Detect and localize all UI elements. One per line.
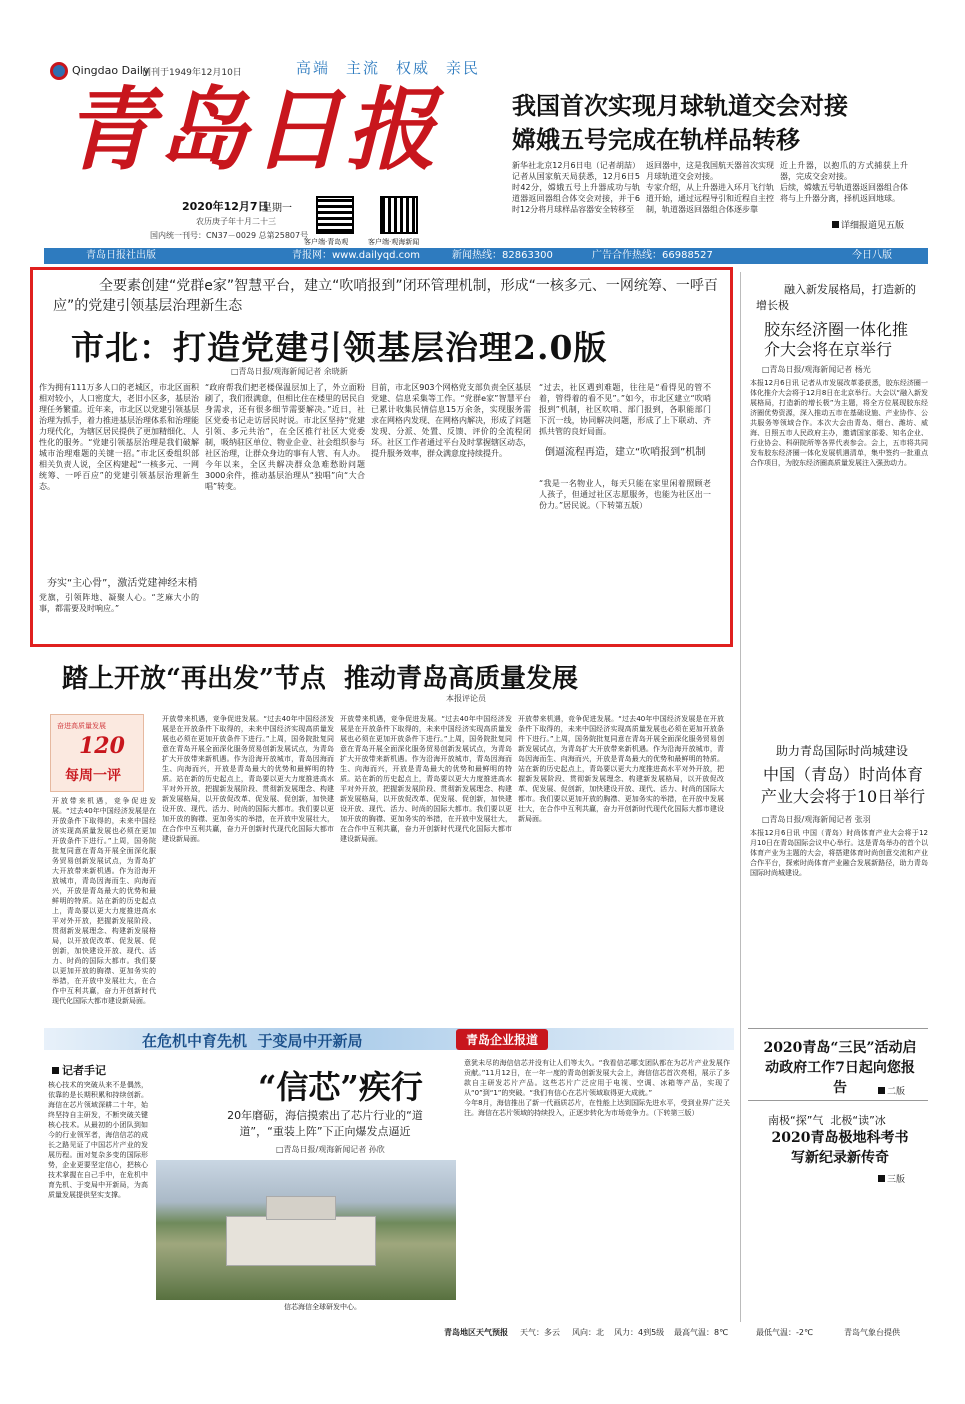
lead-col1b: 党旗，引领阵地、凝聚人心。“芝麻大小的事，都需要及时响应。” bbox=[39, 593, 199, 613]
right-divider-1 bbox=[748, 1028, 928, 1029]
lead-col4: “过去，社区遇到难题，往往是“看得见的管不着，管得着的看不见”。”如今，市北区建立“吹哨报到”机制，社区吹哨、部门报到，各职能部门下沉一线，协同解决问题，形成了上下联动、齐抓共管的良好局面。 bbox=[539, 383, 711, 436]
top-story bbox=[496, 82, 926, 244]
feature-photo bbox=[156, 1160, 456, 1300]
weather-provider: 青岛气象台提供 bbox=[844, 1328, 900, 1337]
lead-col1: 作为拥有111万多人口的老城区，市北区面积相对较小，人口密度大，老旧小区多，基层治理任务繁重。近年来，市北区以党建引领基层治理为抓手，着力推进基层治理体系和治理能力现代化，为辖区居民提供了更加精细化、人性化的服务。“党建引领基层治理是我们破解城市治理难题的关键一招。”市北区委组织部相关负责人说，全区构建起“一核多元、一网统筹、一呼百应”的党建引领基层治理新生态。 bbox=[39, 383, 199, 491]
square-icon bbox=[52, 1067, 59, 1074]
brief-1-title: 2020青岛“三民”活动启动政府工作7日起向您报告 bbox=[763, 1040, 917, 1096]
weather-sky: 天气：多云 bbox=[520, 1328, 560, 1337]
weather-max-temp: 最高气温：8℃ bbox=[674, 1328, 729, 1337]
square-icon bbox=[878, 1087, 885, 1094]
badge-number: 120 bbox=[79, 733, 125, 759]
feature-right-body: 意犹未尽的海信信芯并没有让人们等太久。“我看信芯哪支团队都在为芯片产业发展作贡献。”11月12日，在一年一度的青岛创新发展大会上，海信信芯首次亮相，展示了多款自主研发芯片产品。这些芯片广泛应用于电视、空调、冰箱等产品，实现了从“0”到“1”的突破。“我们有信心在芯片领域取得更大成就。” 今年8月，海信推出了新一代画质芯片，在性能上达到国际先进水平，受到业界广泛关注。海信在芯片领域的持续投入，正逐步转化为市场竞争力。（下转第三版） bbox=[464, 1059, 730, 1117]
slogan-item: 主流 bbox=[346, 59, 381, 77]
right-body-1: 本报12月6日讯 记者从市发展改革委获悉，胶东经济圈一体化推介大会将于12月8日在北京举行。大会以“融入新发展格局，打造新的增长极”为主题，将全方位展现胶东经济圈优势资源，深入推动五市在基础设施、产业协作、公共服务等领域合作。本次大会由青岛、烟台、潍坊、威海、日照五市人民政府主办，邀请国家部委、知名企业、行业协会、科研院所等各界代表参会。会上，五市将共同发布胶东经济圈一体化发展机遇清单，集中签约一批重点合作项目，为胶东经济圈高质量发展注入强劲动力。 bbox=[750, 379, 928, 467]
commentary-title: 踏上开放“再出发”节点 推动青岛高质量发展 bbox=[62, 664, 579, 694]
english-name: Qingdao Daily bbox=[72, 64, 150, 77]
lead-article bbox=[30, 267, 733, 647]
square-icon bbox=[832, 221, 839, 228]
newspaper-title: 青岛日报 bbox=[64, 77, 440, 183]
lunar-date: 农历庚子年十月二十三 bbox=[196, 217, 276, 226]
weather-min-temp: 最低气温：-2℃ bbox=[756, 1328, 813, 1337]
commentary-author: 本报评论员 bbox=[446, 694, 486, 703]
news-hotline: 新闻热线：82863300 bbox=[452, 250, 553, 261]
issue-date: 2020年12月7日 bbox=[182, 200, 269, 213]
lead-byline: □青岛日报/观海新闻记者 余晓新 bbox=[231, 367, 348, 376]
top-story-col2: 返回器中，这是我国航天器首次实现月球轨道交会对接。 专家介绍，从上升器进入环月飞行轨道开始，通过远程导引和近程自主控制，轨道器返回器组合体逐步靠 bbox=[646, 161, 774, 214]
issn: 国内统一刊号：CN37－0029 总第25807号 bbox=[150, 231, 309, 240]
lead-title: 市北：打造党建引领基层治理2.0版 bbox=[71, 328, 608, 367]
qr-code-1 bbox=[316, 196, 354, 234]
right-body-2: 本报12月6日讯 中国（青岛）时尚体育产业大会将于12月10日在青岛国际会议中心举行。这是青岛举办的首个以体育产业为主题的大会，将搭建体育时尚创意交流和产业合作平台，探索时尚体育产业融合发展新路径，助力青岛国际时尚城建设。 bbox=[750, 829, 928, 877]
weather-bar bbox=[44, 1326, 928, 1340]
weekday: 星期一 bbox=[262, 203, 292, 214]
feature-subtitle: 20年磨砺，海信摸索出了芯片行业的“道道”，“重装上阵”下正向爆发点逼近 bbox=[227, 1109, 423, 1138]
right-byline-1: □青岛日报/观海新闻记者 杨光 bbox=[762, 365, 871, 374]
qr2-label: 客户端·观海新闻 bbox=[368, 238, 420, 246]
see-more-label: 详细报道见五版 bbox=[832, 218, 904, 231]
qr1-label: 客户端·青岛观 bbox=[304, 238, 349, 246]
feature-banner-tag: 青岛企业报道 bbox=[456, 1029, 548, 1050]
badge-top-text: 奋进高质量发展 bbox=[57, 722, 106, 730]
top-story-title-2: 嫦娥五号完成在轨样品转移 bbox=[512, 125, 800, 154]
lead-col4-subhead: 倒逼流程再造，建立“吹哨报到”机制 bbox=[545, 447, 706, 458]
top-story-col3: 近上升器，以抱爪的方式捕获上升器，完成交会对接。 后续，嫦娥五号轨道器返回器组合体将与上升器分离，择机返回地球。 bbox=[780, 161, 908, 203]
square-icon bbox=[878, 1175, 885, 1182]
feature-banner-title: 在危机中育先机 于变局中开新局 bbox=[142, 1032, 363, 1050]
slogan-item: 权威 bbox=[396, 59, 431, 77]
website-link[interactable]: 青报网：www.dailyqd.com bbox=[292, 250, 420, 261]
brief-1-page: 二版 bbox=[878, 1084, 905, 1097]
weather-label: 青岛地区天气预报 bbox=[444, 1328, 508, 1337]
info-bar bbox=[44, 248, 928, 264]
founded-date: 创刊于1949年12月10日 bbox=[142, 68, 242, 78]
lead-col4b: “我是一名物业人，每天只能在家里闲着照顾老人孩子，但通过社区志愿服务，也能为社区出一份力。”居民说。（下转第五版） bbox=[539, 479, 711, 510]
reporter-notes-heading: 记者手记 bbox=[52, 1062, 106, 1078]
right-column-divider bbox=[740, 272, 741, 1322]
lead-col2: “政府帮我们把老楼保温层加上了，外立面粉刷了，我们很满意，但相比住在楼里的居民自身需求，还有很多细节需要解决。”近日，社区党委书记走访居民时说。市北区坚持“党建引领、多元共治”，在全区推行社区大党委制，吸纳驻区单位、物业企业、社会组织参与社区治理，让群众身边的事有人管、有人办。今年以来，全区共解决群众急难愁盼问题3000余件，推动基层治理从“独唱”向“大合唱”转变。 bbox=[205, 383, 365, 491]
feature-section bbox=[44, 1028, 734, 1318]
photo-building bbox=[266, 1196, 336, 1220]
commentary-col2: 开放带来机遇，竞争促进发展。“过去40年中国经济发展是在开放条件下取得的，未来中国经济实现高质量发展也必须在更加开放条件下进行。”上周，国务院批复同意在青岛开展全面深化服务贸易创新发展试点，为青岛扩大开放带来新机遇。作为沿海开放城市，青岛因海而生、向海而兴，开放是青岛最大的优势和最鲜明的特质。站在新的历史起点上，青岛要以更大力度推进高水平对外开放，把握新发展阶段、贯彻新发展理念、构建新发展格局，以开放促改革、促发展、促创新，加快建设开放、现代、活力、时尚的国际大都市。我们要以更加开放的胸襟、更加务实的举措，在开放中发展壮大，在合作中互利共赢，奋力开创新时代现代化国际大都市建设新局面。 bbox=[340, 715, 512, 843]
right-byline-2: □青岛日报/观海新闻记者 张羽 bbox=[762, 815, 871, 824]
brief-2-kicker: 南极“探”气 北极“读”冰 bbox=[768, 1114, 886, 1127]
right-kicker-1: 融入新发展格局，打造新的增长极 bbox=[756, 283, 916, 312]
photo-building bbox=[226, 1216, 376, 1266]
slogan-item: 亲民 bbox=[446, 59, 481, 77]
feature-byline: □青岛日报/观海新闻记者 孙欣 bbox=[276, 1145, 385, 1154]
brief-2-title: 2020青岛极地科考书写新纪录新传奇 bbox=[771, 1130, 909, 1166]
reporter-notes-body: 核心技术的突破从来不是偶然，依靠的是长期积累和持续创新。海信在芯片领域深耕二十年，始终坚持自主研发，不断突破关键核心技术。从最初的小团队到如今的行业领军者，海信信芯的成长之路见证了中国芯片产业的发展历程。面对复杂多变的国际形势，企业更要坚定信心，把核心技术掌握在自己手中，在危机中育先机、于变局中开新局，为高质量发展提供坚实支撑。 bbox=[48, 1081, 148, 1199]
weather-wind-force: 风力：4到5级 bbox=[614, 1328, 665, 1337]
commentary-col0: 开放带来机遇，竞争促进发展。“过去40年中国经济发展是在开放条件下取得的，未来中国经济实现高质量发展也必须在更加开放条件下进行。”上周，国务院批复同意在青岛开展全面深化服务贸易创新发展试点，为青岛扩大开放带来新机遇。作为沿海开放城市，青岛因海而生、向海而兴，开放是青岛最大的优势和最鲜明的特质。站在新的历史起点上，青岛要以更大力度推进高水平对外开放，把握新发展阶段、贯彻新发展理念、构建新发展格局，以开放促改革、促发展、促创新，加快建设开放、现代、活力、时尚的国际大都市。我们要以更加开放的胸襟、更加务实的举措，在开放中发展壮大，在合作中互利共赢，奋力开创新时代现代化国际大都市建设新局面。 bbox=[52, 797, 156, 1005]
right-kicker-2: 助力青岛国际时尚城建设 bbox=[776, 744, 909, 758]
top-story-col1: 新华社北京12月6日电（记者胡喆）记者从国家航天局获悉，12月6日5时42分，嫦娥五号上升器成功与轨道器返回器组合体交会对接，并于6时12分将月球样品容器安全转移至 bbox=[512, 161, 640, 214]
commentary-col3: 开放带来机遇，竞争促进发展。“过去40年中国经济发展是在开放条件下取得的，未来中国经济实现高质量发展也必须在更加开放条件下进行。”上周，国务院批复同意在青岛开展全面深化服务贸易创新发展试点，为青岛扩大开放带来新机遇。作为沿海开放城市，青岛因海而生、向海而兴，开放是青岛最大的优势和最鲜明的特质。站在新的历史起点上，青岛要以更大力度推进高水平对外开放，把握新发展阶段、贯彻新发展理念、构建新发展格局，以开放促改革、促发展、促创新，加快建设开放、现代、活力、时尚的国际大都市。我们要以更加开放的胸襟、更加务实的举措，在开放中发展壮大，在合作中互利共赢，奋力开创新时代现代化国际大都市建设新局面。 bbox=[518, 715, 724, 823]
lead-col1-subhead: 夯实“主心骨”，激活党建神经末梢 bbox=[47, 578, 198, 589]
page-count: 今日八版 bbox=[852, 250, 892, 261]
ad-hotline: 广告合作热线：66988527 bbox=[592, 250, 713, 261]
right-divider-2 bbox=[748, 1100, 928, 1101]
lead-subtitle: 全要素创建“党群e家”智慧平台，建立“吹哨报到”闭环管理机制，形成“一核多元、一网统筹、一呼百应”的党建引领基层治理新生态 bbox=[53, 278, 718, 314]
publisher: 青岛日报社出版 bbox=[86, 250, 156, 261]
slogan bbox=[296, 57, 480, 78]
photo-caption: 信芯海信全球研发中心。 bbox=[284, 1303, 361, 1311]
weekly-review-badge bbox=[50, 714, 144, 792]
right-title-2: 中国（青岛）时尚体育产业大会将于10日举行 bbox=[760, 765, 926, 806]
badge-label: 每周一评 bbox=[65, 768, 121, 784]
feature-title: “信芯”疾行 bbox=[258, 1068, 423, 1106]
right-title-1: 胶东经济圈一体化推介大会将在京举行 bbox=[764, 320, 909, 359]
commentary-col1: 开放带来机遇，竞争促进发展。“过去40年中国经济发展是在开放条件下取得的，未来中国经济实现高质量发展也必须在更加开放条件下进行。”上周，国务院批复同意在青岛开展全面深化服务贸易创新发展试点，为青岛扩大开放带来新机遇。作为沿海开放城市，青岛因海而生、向海而兴，开放是青岛最大的优势和最鲜明的特质。站在新的历史起点上，青岛要以更大力度推进高水平对外开放，把握新发展阶段、贯彻新发展理念、构建新发展格局，以开放促改革、促发展、促创新，加快建设开放、现代、活力、时尚的国际大都市。我们要以更加开放的胸襟、更加务实的举措，在开放中发展壮大，在合作中互利共赢，奋力开创新时代现代化国际大都市建设新局面。 bbox=[162, 715, 334, 843]
qr-code-2 bbox=[380, 196, 418, 234]
slogan-item: 高端 bbox=[296, 59, 331, 77]
top-story-title-1: 我国首次实现月球轨道交会对接 bbox=[512, 91, 848, 120]
brief-2-page: 三版 bbox=[878, 1172, 905, 1185]
weather-wind-dir: 风向：北 bbox=[572, 1328, 604, 1337]
lead-col3: 目前，市北区903个网格党支部负责全区基层党建、信息采集等工作。“党群e家”智慧平台已累计收集民情信息15万余条，实现服务需求在网格内发现、在网格内解决，形成了问题发现、分派、处置、反馈、评价的全流程闭环。社区工作者通过平台及时掌握辖区动态，提升服务效率，群众满意度持续提升。 bbox=[371, 383, 531, 458]
